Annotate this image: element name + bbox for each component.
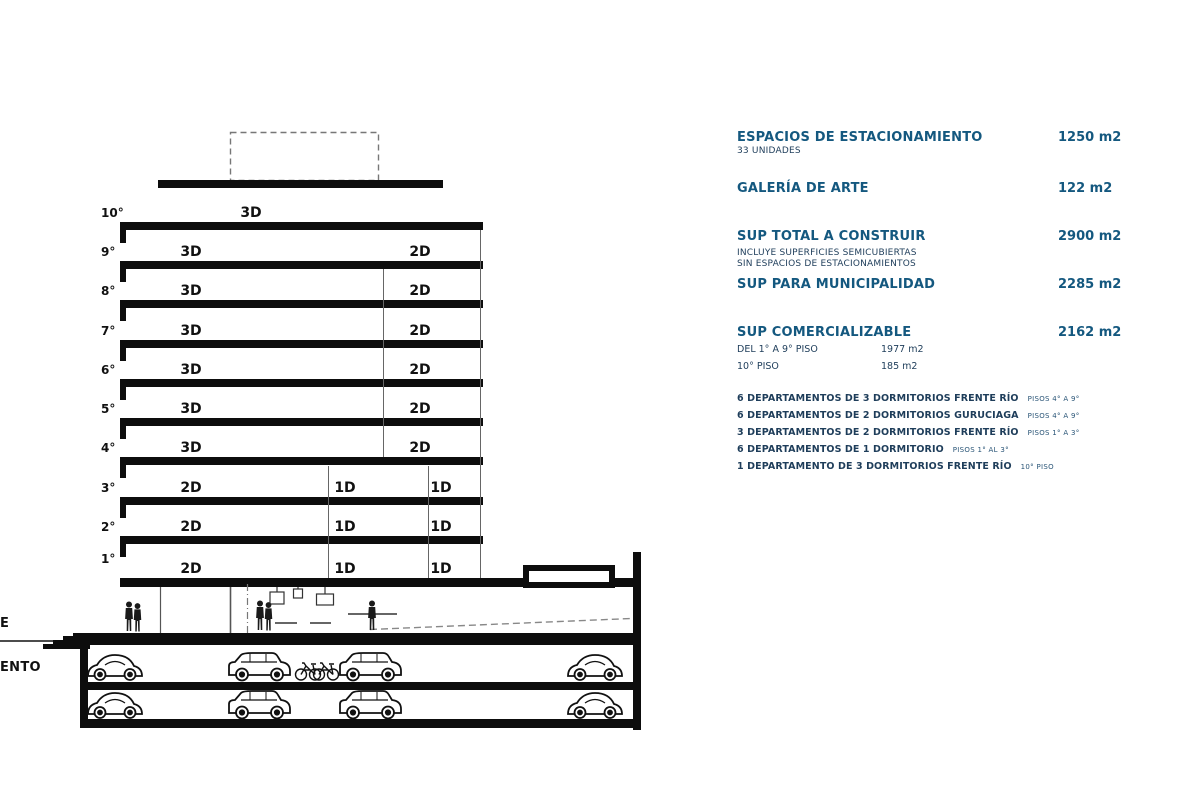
breakdown-1-label: DEL 1° A 9° PISO	[737, 344, 818, 355]
bicycle-icon	[296, 663, 321, 680]
row-galeria-label: GALERÍA DE ARTE	[737, 181, 869, 196]
roof-slab	[158, 180, 443, 188]
row-espacios-note: 33 UNIDADES	[737, 146, 801, 156]
suv-icon	[229, 691, 290, 719]
floor-label-2: 2°	[101, 520, 116, 534]
unit-label: 2D	[409, 362, 431, 378]
unit-label: 1D	[430, 561, 452, 577]
units-list-item	[737, 461, 1054, 472]
row-comercializable-value: 2162 m2	[1058, 325, 1122, 340]
unit-label: 2D	[409, 244, 431, 260]
units-list-floors: PISOS 4° A 9°	[1027, 412, 1080, 420]
row-municipalidad-label: SUP PARA MUNICIPALIDAD	[737, 277, 936, 292]
units-list-item	[737, 444, 1009, 455]
suv-icon	[340, 653, 401, 681]
breakdown-2-value: 185 m2	[881, 361, 918, 372]
floor-label-7: 7°	[101, 324, 116, 338]
units-list-item	[737, 410, 1080, 421]
row-suptotal-label: SUP TOTAL A CONSTRUIR	[737, 229, 926, 244]
units-list-text: 6 DEPARTAMENTOS DE 1 DORMITORIO	[737, 444, 944, 455]
unit-label: 1D	[334, 519, 356, 535]
unit-label: 3D	[240, 205, 262, 221]
roof-outline-dashed	[231, 133, 379, 181]
unit-label: 3D	[180, 362, 202, 378]
unit-label: 1D	[334, 561, 356, 577]
person-icon	[125, 602, 133, 632]
unit-label: 2D	[409, 283, 431, 299]
unit-label: 1D	[430, 519, 452, 535]
unit-label: 3D	[180, 401, 202, 417]
units-list-item	[737, 393, 1080, 404]
parking-level-1	[88, 653, 622, 681]
row-suptotal-note2: SIN ESPACIOS DE ESTACIONAMIENTOS	[737, 259, 916, 269]
car-icon	[88, 655, 142, 680]
units-list-floors: 10° PISO	[1020, 463, 1054, 471]
unit-label: 2D	[180, 561, 202, 577]
person-icon	[256, 601, 264, 631]
row-comercializable-label: SUP COMERCIALIZABLE	[737, 325, 912, 340]
units-list-text: 6 DEPARTAMENTOS DE 3 DORMITORIOS FRENTE RÍO	[737, 393, 1019, 404]
row-suptotal-value: 2900 m2	[1058, 229, 1122, 244]
ramp-dashed-line	[370, 619, 631, 630]
units-list-floors: PISOS 4° A 9°	[1027, 395, 1080, 403]
row-galeria-value: 122 m2	[1058, 181, 1113, 196]
street-label-bottom: ENTO	[0, 660, 41, 675]
entrance-volume	[526, 568, 612, 585]
unit-label: 3D	[180, 440, 202, 456]
units-list-text: 1 DEPARTAMENTO DE 3 DORMITORIOS FRENTE RÍO	[737, 461, 1012, 472]
floor-label-6: 6°	[101, 363, 116, 377]
bicycle-icon	[314, 663, 339, 680]
person-icon	[134, 603, 141, 631]
car-icon	[568, 655, 622, 680]
person-icon	[265, 602, 272, 630]
suv-icon	[340, 691, 401, 719]
unit-label: 2D	[180, 519, 202, 535]
unit-label: 3D	[180, 323, 202, 339]
unit-label: 2D	[409, 440, 431, 456]
row-espacios-label: ESPACIOS DE ESTACIONAMIENTO	[737, 130, 983, 145]
car-icon	[568, 693, 622, 718]
hanging-artworks	[270, 587, 334, 605]
units-list-text: 6 DEPARTAMENTOS DE 2 DORMITORIOS GURUCIAGA	[737, 410, 1019, 421]
street-label-top: E	[0, 616, 10, 631]
unit-label: 1D	[430, 480, 452, 496]
gallery-details	[161, 584, 398, 634]
row-suptotal-note1: INCLUYE SUPERFICIES SEMICUBIERTAS	[737, 248, 917, 258]
unit-label: 1D	[334, 480, 356, 496]
row-espacios-value: 1250 m2	[1058, 130, 1122, 145]
car-icon	[88, 693, 142, 718]
parking-level-2	[88, 691, 622, 719]
people-figures	[125, 601, 376, 632]
floor-label-10: 10°	[101, 206, 124, 220]
unit-label: 3D	[180, 244, 202, 260]
units-list-text: 3 DEPARTAMENTOS DE 2 DORMITORIOS FRENTE RÍO	[737, 427, 1019, 438]
unit-label: 3D	[180, 283, 202, 299]
floor-label-3: 3°	[101, 481, 116, 495]
floor-label-9: 9°	[101, 245, 116, 259]
unit-label: 2D	[409, 323, 431, 339]
row-municipalidad-value: 2285 m2	[1058, 277, 1122, 292]
units-list-item	[737, 427, 1080, 438]
floor-label-1: 1°	[101, 552, 116, 566]
breakdown-1-value: 1977 m2	[881, 344, 924, 355]
units-list-floors: PISOS 1° AL 3°	[952, 446, 1009, 454]
unit-label: 2D	[180, 480, 202, 496]
floor-label-5: 5°	[101, 402, 116, 416]
floor-label-8: 8°	[101, 284, 116, 298]
floor-label-4: 4°	[101, 441, 116, 455]
breakdown-2-label: 10° PISO	[737, 361, 779, 372]
unit-label: 2D	[409, 401, 431, 417]
units-list-floors: PISOS 1° A 3°	[1027, 429, 1080, 437]
person-icon	[368, 601, 376, 631]
suv-icon	[229, 653, 290, 681]
